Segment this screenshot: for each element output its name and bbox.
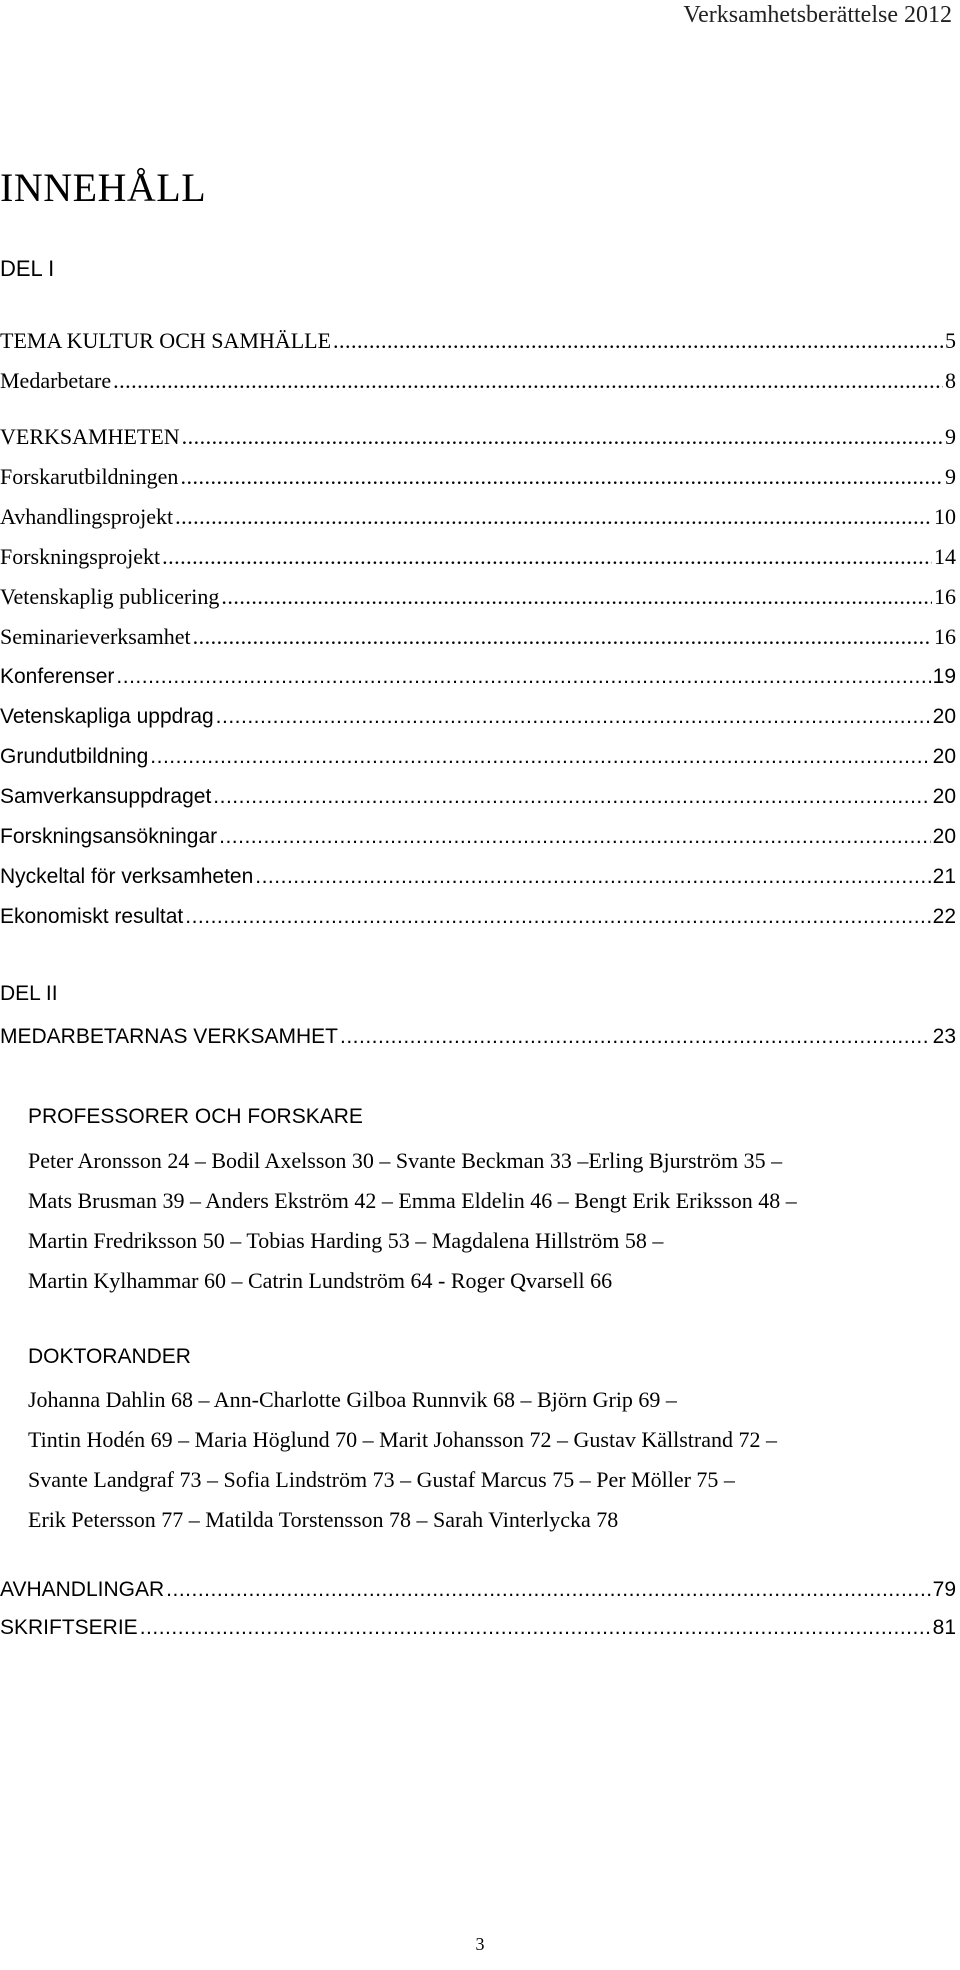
toc-entry-avhandlingsprojekt[interactable] [0,502,956,532]
toc-entry-label: VERKSAMHETEN [0,424,180,449]
toc-entry-page: 20 [932,705,956,728]
toc-entry-label: Ekonomiskt resultat [0,905,184,928]
toc-entry-forskningsprojekt[interactable] [0,542,956,572]
toc-entry-page: 9 [945,424,956,449]
toc-entry-label: Nyckeltal för verksamheten [0,865,254,888]
toc-entry-label: Vetenskapliga uppdrag [0,705,214,728]
toc-entry-page: 20 [932,825,956,848]
toc-entry-label: AVHANDLINGAR [0,1578,165,1601]
doktorand-names-line: Erik Petersson 77 – Matilda Torstensson 78 – Sarah Vinterlycka 78 [28,1507,619,1532]
toc-entry-avhandlingar[interactable] [0,1575,956,1605]
toc-entry-label: Seminarieverksamhet [0,624,191,649]
toc-entry-label: Avhandlingsprojekt [0,504,174,529]
page-title: INNEHÅLL [0,165,207,210]
page-number: 3 [475,1934,485,1954]
toc-entry-label: SKRIFTSERIE [0,1616,138,1639]
toc-entry-medarbetare[interactable] [0,366,956,396]
professor-names-line: Martin Fredriksson 50 – Tobias Harding 53 – Magdalena Hillström 58 – [28,1228,664,1253]
doktorand-names-line: Svante Landgraf 73 – Sofia Lindström 73 – Gustaf Marcus 75 – Per Möller 75 – [28,1467,735,1492]
leader-dots [182,422,943,452]
toc-entry-vetenskaplig-publicering[interactable] [0,582,956,612]
toc-entry-samverkansuppdraget[interactable] [0,782,956,812]
toc-entry-forskningsansokningar[interactable] [0,822,956,852]
toc-entry-page: 16 [934,624,956,649]
toc-entry-page: 5 [945,328,956,353]
leader-dots [175,502,932,532]
leader-dots [340,1022,931,1052]
toc-entry-page: 79 [932,1578,956,1601]
toc-entry-seminarieverksamhet[interactable] [0,622,956,652]
leader-dots [180,462,943,492]
toc-entry-grundutbildning[interactable] [0,742,956,772]
toc-entry-vetenskapliga-uppdrag[interactable] [0,702,956,732]
toc-entry-page: 81 [932,1616,956,1639]
toc-entry-nyckeltal[interactable] [0,862,956,892]
toc-entry-page: 8 [945,368,956,393]
section-heading-doktorander: DOKTORANDER [28,1345,191,1368]
leader-dots [185,902,930,932]
toc-entry-page: 22 [932,905,956,928]
toc-entry-label: Medarbetare [0,368,112,393]
toc-entry-label: MEDARBETARNAS VERKSAMHET [0,1025,338,1048]
toc-entry-skriftserie[interactable] [0,1613,956,1643]
leader-dots [116,662,930,692]
toc-entry-tema[interactable] [0,326,956,356]
toc-entry-label: Forskningsansökningar [0,825,218,848]
toc-entry-ekonomiskt-resultat[interactable] [0,902,956,932]
professor-names-line: Peter Aronsson 24 – Bodil Axelsson 30 – Svante Beckman 33 –Erling Bjurström 35 – [28,1148,783,1173]
leader-dots [166,1575,930,1605]
toc-entry-page: 19 [932,665,956,688]
toc-entry-verksamheten[interactable] [0,422,956,452]
toc-entry-label: Samverkansuppdraget [0,785,212,808]
section-heading-professorer: PROFESSORER OCH FORSKARE [28,1105,363,1128]
toc-entry-page: 21 [932,865,956,888]
toc-entry-medarbetarnas-verksamhet[interactable] [0,1022,956,1052]
toc-entry-page: 14 [934,544,956,569]
leader-dots [213,782,930,812]
toc-entry[interactable] [0,86,960,116]
leader-dots [216,702,931,732]
part-heading-del-2: DEL II [0,982,58,1005]
toc-entry-label: Grundutbildning [0,745,149,768]
professor-names-line: Martin Kylhammar 60 – Catrin Lundström 64 - Roger Qvarsell 66 [28,1268,613,1293]
toc-entry-forskarutbildningen[interactable] [0,462,956,492]
toc-entry-label: TEMA KULTUR OCH SAMHÄLLE [0,328,332,353]
toc-entry-label: Forskningsprojekt [0,544,161,569]
toc-entry-label: Vetenskaplig publicering [0,584,220,609]
professor-names-line: Mats Brusman 39 – Anders Ekström 42 – Emma Eldelin 46 – Bengt Erik Eriksson 48 – [28,1188,797,1213]
toc-entry-page: 20 [932,745,956,768]
leader-dots [219,822,931,852]
toc-entry-page: 10 [934,504,956,529]
doktorand-names-line: Johanna Dahlin 68 – Ann-Charlotte Gilboa Runnvik 68 – Björn Grip 69 – [28,1387,677,1412]
doktorand-names-line: Tintin Hodén 69 – Maria Höglund 70 – Marit Johansson 72 – Gustav Källstrand 72 – [28,1427,777,1452]
toc-entry-page: 9 [945,464,956,489]
toc-entry-konferenser[interactable] [0,662,956,692]
toc-entry-label: Forskarutbildningen [0,464,179,489]
toc-entry-page: 16 [934,584,956,609]
toc-entry-page: 23 [932,1025,956,1048]
leader-dots [193,622,932,652]
part-heading-del-1: DEL I [0,256,55,281]
leader-dots [255,862,930,892]
leader-dots [150,742,930,772]
leader-dots [113,366,943,396]
toc-entry-page: 20 [932,785,956,808]
leader-dots [140,1613,931,1643]
leader-dots [162,542,932,572]
toc-entry-label: Konferenser [0,665,115,688]
leader-dots [221,582,932,612]
leader-dots [333,326,943,356]
running-header: Verksamhetsberättelse 2012 [683,2,952,28]
